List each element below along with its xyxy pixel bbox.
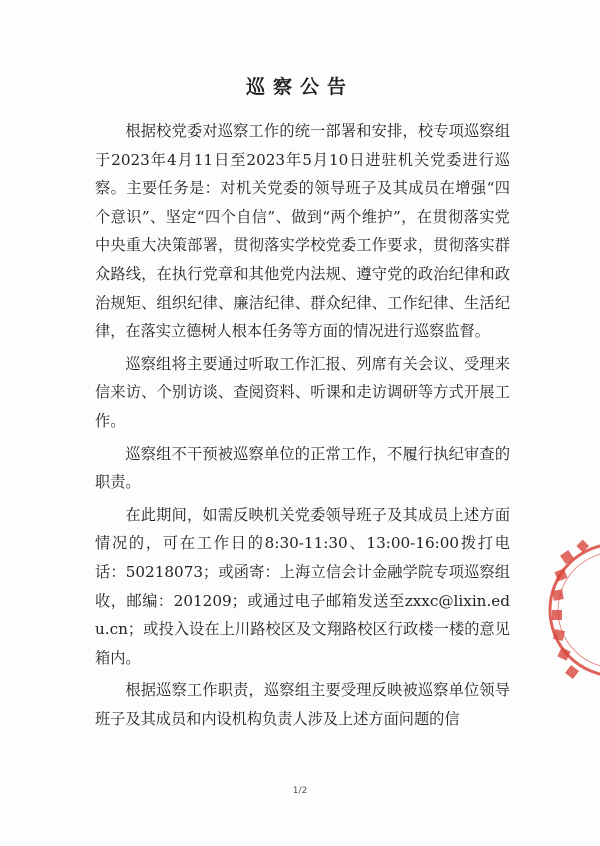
paragraph-methods: 巡察组将主要通过听取工作汇报、列席有关会议、受理来信来访、个别访谈、查阅资料、听课和走访调研等方式开展工作。 [95,354,510,430]
official-seal-stamp [548,510,600,710]
paragraph-non-interference: 巡察组不干预被巡察单位的正常工作，不履行执纪审查的职责。 [95,444,510,492]
document-body [95,117,510,737]
paragraph-scope: 根据巡察工作职责，巡察组主要受理反映被巡察单位领导班子及其成员和内设机构负责人涉及上述方面问题的信 [95,681,510,728]
page-number: 1/2 [292,786,308,796]
paragraph-contact: 在此期间，如需反映机关党委领导班子及其成员上述方面情况的，可在工作日的8:30-11:30、13:00-16:00拨打电话：50218073；或函寄：上海立信会计金融学院专项巡察组收，邮编：201209；或通过电子邮箱发送至zxxc@lixin.edu.cn；或投入设在上川路校区及文翔路校区行政楼一楼的意见箱内。 [95,505,510,667]
document-title: 巡察公告 [245,76,354,98]
paragraph-tasks: 根据校党委对巡察工作的统一部署和安排，校专项巡察组于2023年4月11日至2023年5月10日进驻机关党委进行巡察。主要任务是：对机关党委的领导班子及其成员在增强“四个意识”、坚定“四个自信”、做到“两个维护”，在贯彻落实党中央重大决策部署，贯彻落实学校党委工作要求，贯彻落实群众路线，在执行党章和其他党内法规、遵守党的政治纪律和政治规矩、组织纪律、廉洁纪律、群众纪律、工作纪律、生活纪律，在落实立德树人根本任务等方面的情况进行巡察监督。 [95,122,510,341]
